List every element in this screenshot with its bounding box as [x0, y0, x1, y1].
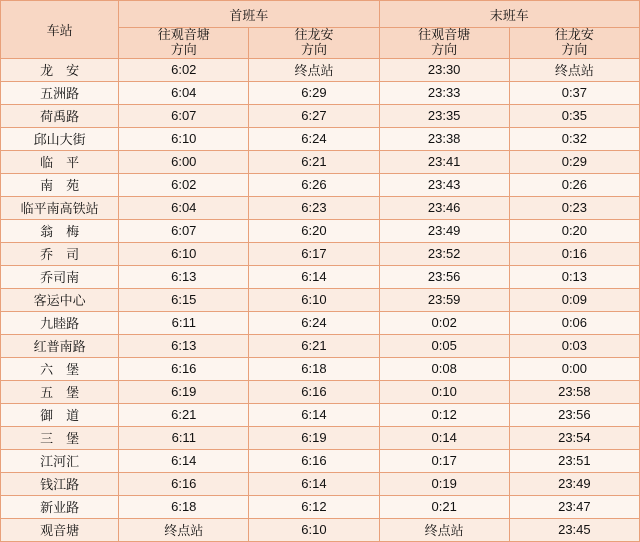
- first-train-to-longan: 6:24: [249, 127, 379, 150]
- first-train-to-longan: 6:20: [249, 219, 379, 242]
- last-train-to-guanyintang: 23:52: [379, 242, 509, 265]
- first-train-to-longan: 6:23: [249, 196, 379, 219]
- station-name: 龙 安: [1, 58, 119, 81]
- first-train-to-guanyintang: 6:04: [119, 81, 249, 104]
- header-first-train: 首班车: [119, 1, 379, 28]
- station-name: 临平南高铁站: [1, 196, 119, 219]
- header-direction-1-line2: 方向: [170, 41, 197, 57]
- first-train-to-guanyintang: 6:16: [119, 472, 249, 495]
- station-name: 邱山大街: [1, 127, 119, 150]
- header-direction-3-line2: 方向: [431, 41, 458, 57]
- first-train-to-guanyintang: 6:19: [119, 380, 249, 403]
- first-train-to-longan: 6:16: [249, 380, 379, 403]
- last-train-to-guanyintang: 23:35: [379, 104, 509, 127]
- header-direction-4-line1: 往龙安: [554, 27, 594, 42]
- header-direction-1-line1: 往观音塘: [157, 27, 210, 42]
- station-name: 钱江路: [1, 472, 119, 495]
- first-train-to-guanyintang: 6:16: [119, 357, 249, 380]
- last-train-to-longan: 0:26: [509, 173, 639, 196]
- first-train-to-guanyintang: 6:11: [119, 311, 249, 334]
- station-name: 五洲路: [1, 81, 119, 104]
- last-train-to-guanyintang: 23:59: [379, 288, 509, 311]
- table-row: [1, 150, 640, 173]
- table-row: [1, 265, 640, 288]
- header-direction-3: [379, 28, 509, 59]
- first-train-to-guanyintang: 终点站: [119, 518, 249, 541]
- station-name: 客运中心: [1, 288, 119, 311]
- first-train-to-longan: 6:14: [249, 403, 379, 426]
- last-train-to-longan: 0:23: [509, 196, 639, 219]
- station-name: 南 苑: [1, 173, 119, 196]
- table-row: [1, 495, 640, 518]
- last-train-to-guanyintang: 0:05: [379, 334, 509, 357]
- first-train-to-guanyintang: 6:21: [119, 403, 249, 426]
- first-train-to-longan: 6:26: [249, 173, 379, 196]
- last-train-to-guanyintang: 0:14: [379, 426, 509, 449]
- last-train-to-longan: 0:00: [509, 357, 639, 380]
- first-train-to-guanyintang: 6:07: [119, 104, 249, 127]
- station-name: 观音塘: [1, 518, 119, 541]
- table-row: [1, 403, 640, 426]
- last-train-to-guanyintang: 0:08: [379, 357, 509, 380]
- first-train-to-longan: 6:21: [249, 334, 379, 357]
- table-row: [1, 472, 640, 495]
- table-row: [1, 104, 640, 127]
- table-row: [1, 426, 640, 449]
- last-train-to-guanyintang: 终点站: [379, 518, 509, 541]
- station-name: 红普南路: [1, 334, 119, 357]
- header-last-train: 末班车: [379, 1, 639, 28]
- table-body: [1, 58, 640, 541]
- first-train-to-guanyintang: 6:02: [119, 58, 249, 81]
- header-direction-4-line2: 方向: [561, 41, 588, 57]
- last-train-to-longan: 0:16: [509, 242, 639, 265]
- first-train-to-guanyintang: 6:04: [119, 196, 249, 219]
- header-direction-1: [119, 28, 249, 59]
- table-row: [1, 288, 640, 311]
- table-row: [1, 380, 640, 403]
- first-train-to-guanyintang: 6:11: [119, 426, 249, 449]
- last-train-to-guanyintang: 0:21: [379, 495, 509, 518]
- last-train-to-longan: 0:35: [509, 104, 639, 127]
- first-train-to-longan: 6:18: [249, 357, 379, 380]
- first-train-to-guanyintang: 6:13: [119, 334, 249, 357]
- station-name: 三 堡: [1, 426, 119, 449]
- last-train-to-guanyintang: 23:43: [379, 173, 509, 196]
- station-name: 荷禹路: [1, 104, 119, 127]
- station-name: 新业路: [1, 495, 119, 518]
- station-name: 五 堡: [1, 380, 119, 403]
- first-train-to-longan: 6:14: [249, 472, 379, 495]
- table-row: [1, 219, 640, 242]
- last-train-to-guanyintang: 23:33: [379, 81, 509, 104]
- station-name: 临 平: [1, 150, 119, 173]
- last-train-to-longan: 0:06: [509, 311, 639, 334]
- first-train-to-guanyintang: 6:00: [119, 150, 249, 173]
- last-train-to-longan: 0:03: [509, 334, 639, 357]
- last-train-to-guanyintang: 0:19: [379, 472, 509, 495]
- first-train-to-guanyintang: 6:07: [119, 219, 249, 242]
- station-name: 六 堡: [1, 357, 119, 380]
- last-train-to-longan: 0:29: [509, 150, 639, 173]
- last-train-to-guanyintang: 23:56: [379, 265, 509, 288]
- station-name: 翁 梅: [1, 219, 119, 242]
- last-train-to-longan: 0:13: [509, 265, 639, 288]
- station-name: 御 道: [1, 403, 119, 426]
- first-train-to-longan: 6:27: [249, 104, 379, 127]
- first-train-to-longan: 6:21: [249, 150, 379, 173]
- table-row: [1, 127, 640, 150]
- last-train-to-longan: 23:54: [509, 426, 639, 449]
- first-train-to-guanyintang: 6:10: [119, 242, 249, 265]
- table-row: [1, 311, 640, 334]
- last-train-to-longan: 0:20: [509, 219, 639, 242]
- table-row: [1, 334, 640, 357]
- header-direction-3-line1: 往观音塘: [418, 27, 471, 42]
- last-train-to-longan: 23:45: [509, 518, 639, 541]
- last-train-to-guanyintang: 0:02: [379, 311, 509, 334]
- first-train-to-guanyintang: 6:10: [119, 127, 249, 150]
- table-row: [1, 58, 640, 81]
- last-train-to-longan: 23:47: [509, 495, 639, 518]
- first-train-to-guanyintang: 6:18: [119, 495, 249, 518]
- first-train-to-longan: 6:19: [249, 426, 379, 449]
- first-train-to-longan: 6:10: [249, 518, 379, 541]
- last-train-to-longan: 0:32: [509, 127, 639, 150]
- last-train-to-guanyintang: 23:46: [379, 196, 509, 219]
- header-direction-2: [249, 28, 379, 59]
- table-row: [1, 518, 640, 541]
- station-name: 江河汇: [1, 449, 119, 472]
- first-train-to-longan: 终点站: [249, 58, 379, 81]
- last-train-to-guanyintang: 0:12: [379, 403, 509, 426]
- table-row: [1, 196, 640, 219]
- table-row: [1, 81, 640, 104]
- first-train-to-longan: 6:12: [249, 495, 379, 518]
- first-train-to-longan: 6:14: [249, 265, 379, 288]
- station-name: 乔 司: [1, 242, 119, 265]
- first-train-to-guanyintang: 6:13: [119, 265, 249, 288]
- first-train-to-guanyintang: 6:14: [119, 449, 249, 472]
- last-train-to-longan: 23:49: [509, 472, 639, 495]
- last-train-to-guanyintang: 23:38: [379, 127, 509, 150]
- first-train-to-longan: 6:10: [249, 288, 379, 311]
- header-direction-4: [509, 28, 639, 59]
- last-train-to-longan: 0:37: [509, 81, 639, 104]
- table-row: [1, 173, 640, 196]
- last-train-to-longan: 23:51: [509, 449, 639, 472]
- first-train-to-longan: 6:16: [249, 449, 379, 472]
- last-train-to-guanyintang: 0:17: [379, 449, 509, 472]
- table-row: [1, 449, 640, 472]
- last-train-to-guanyintang: 23:41: [379, 150, 509, 173]
- table-row: [1, 242, 640, 265]
- table-header: [1, 1, 640, 59]
- first-train-to-guanyintang: 6:15: [119, 288, 249, 311]
- first-train-to-longan: 6:17: [249, 242, 379, 265]
- station-name: 九睦路: [1, 311, 119, 334]
- header-direction-2-line2: 方向: [300, 41, 327, 57]
- header-direction-2-line1: 往龙安: [294, 27, 334, 42]
- last-train-to-longan: 23:56: [509, 403, 639, 426]
- header-station: 车站: [1, 1, 119, 59]
- station-name: 乔司南: [1, 265, 119, 288]
- first-train-to-longan: 6:29: [249, 81, 379, 104]
- last-train-to-longan: 0:09: [509, 288, 639, 311]
- first-train-to-longan: 6:24: [249, 311, 379, 334]
- last-train-to-longan: 终点站: [509, 58, 639, 81]
- last-train-to-guanyintang: 0:10: [379, 380, 509, 403]
- last-train-to-guanyintang: 23:49: [379, 219, 509, 242]
- last-train-to-longan: 23:58: [509, 380, 639, 403]
- table-row: [1, 357, 640, 380]
- first-train-to-guanyintang: 6:02: [119, 173, 249, 196]
- last-train-to-guanyintang: 23:30: [379, 58, 509, 81]
